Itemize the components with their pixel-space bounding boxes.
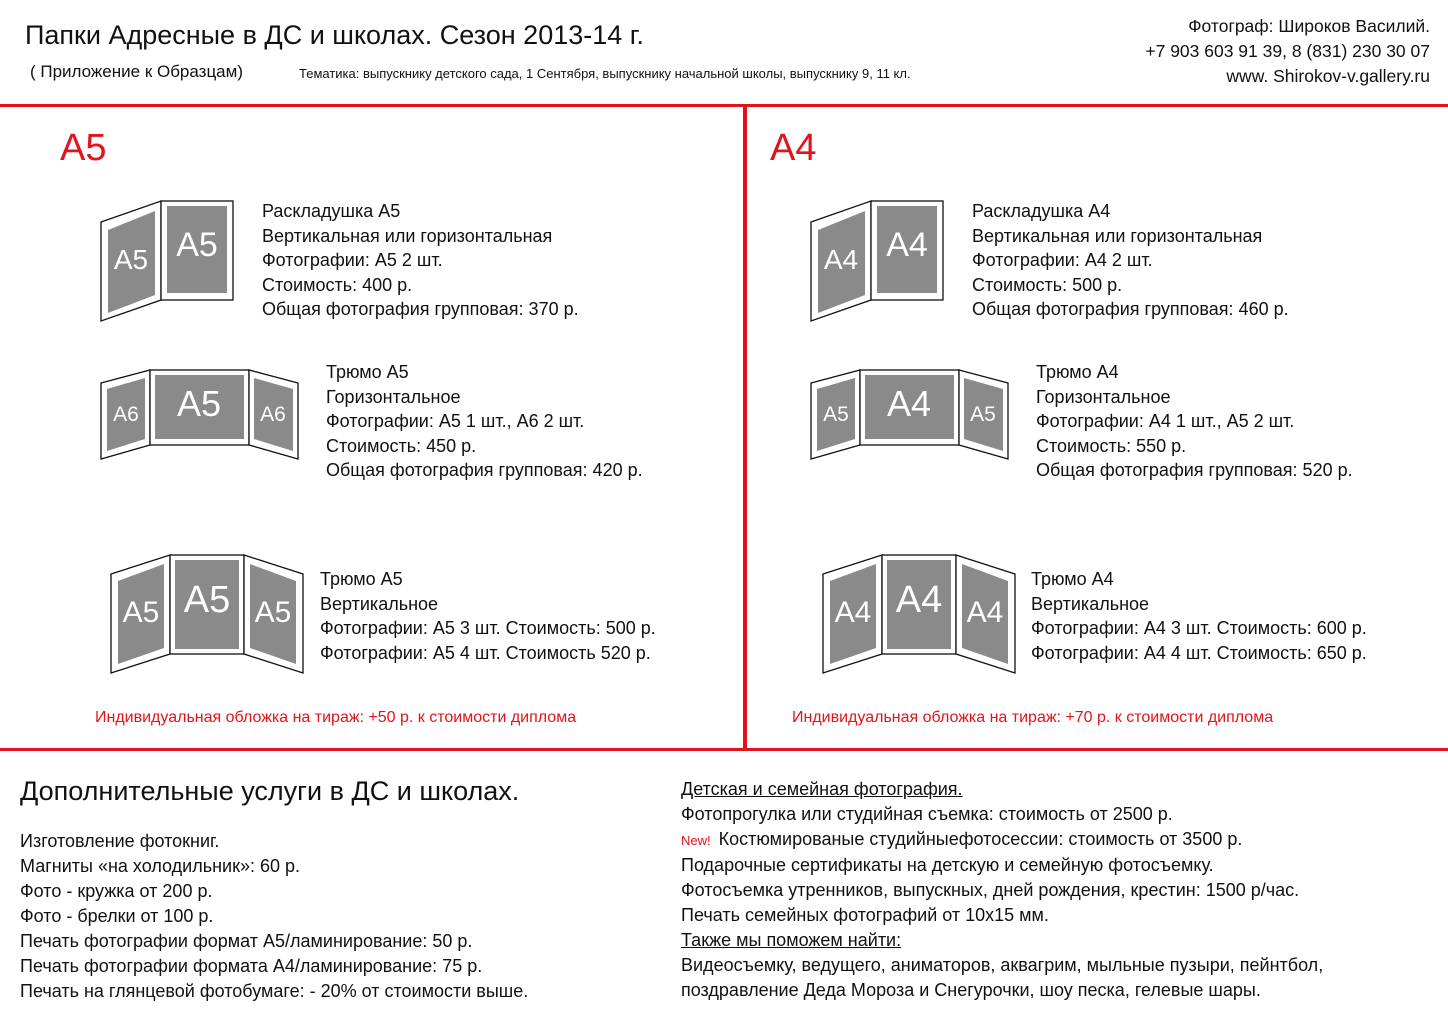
a4-trifold-horizontal-specs (1036, 360, 1353, 483)
column-divider-line (743, 104, 747, 751)
a4-bifold-specs (972, 199, 1289, 322)
product-price-3: Фотографии: А4 3 шт. Стоимость: 600 р. (1031, 618, 1367, 639)
a4-section-label: A4 (770, 127, 817, 169)
svg-text:A5: A5 (113, 244, 149, 275)
list-item: Печать фотографии формата А4/ламинирование: 75 р. (20, 956, 483, 976)
a5-trifold-vertical-specs (320, 567, 656, 665)
list-item: Печать фотографии формат А5/ламинирование: 50 р. (20, 931, 473, 951)
svg-text:A4: A4 (886, 383, 932, 424)
a4-custom-cover-note: Индивидуальная обложка на тираж: +70 р. к стоимости диплома (792, 709, 1274, 726)
product-name: Трюмо А5 (326, 362, 409, 382)
product-photos: Фотографии: А5 2 шт. (262, 250, 443, 271)
bifold-folder-icon (100, 200, 236, 322)
svg-text:A6: A6 (260, 403, 286, 426)
find-heading: Также мы поможем найти: (681, 930, 902, 950)
product-group-price: Общая фотография групповая: 420 р. (326, 460, 643, 481)
extra-services-list (20, 829, 528, 1004)
trifold-horizontal-icon (810, 369, 1010, 462)
svg-text:A5: A5 (254, 596, 292, 629)
product-price: Стоимость: 450 р. (326, 435, 477, 456)
bifold-folder-icon (810, 200, 946, 322)
trifold-horizontal-icon (100, 369, 300, 462)
list-item: Фото - брелки от 100 р. (20, 906, 214, 926)
a5-section-label: A5 (60, 127, 107, 169)
svg-text:A5: A5 (176, 226, 218, 264)
svg-text:A4: A4 (886, 226, 928, 264)
topics-line: Тематика: выпускнику детского сада, 1 Сентября, выпускнику начальной школы, выпускнику 9, 11 кл. (299, 66, 911, 81)
family-heading: Детская и семейная фотография. (681, 779, 963, 799)
family-photo-block (681, 777, 1323, 1003)
list-item: Подарочные сертификаты на детскую и семейную фотосъемку. (681, 855, 1214, 875)
product-price-3: Фотографии: А5 3 шт. Стоимость: 500 р. (320, 618, 656, 639)
svg-text:A4: A4 (823, 244, 859, 275)
header-divider-line (0, 104, 1448, 107)
extra-services-title: Дополнительные услуги в ДС и школах. (20, 776, 520, 806)
product-name: Трюмо А5 (320, 569, 403, 589)
a4-trifold-vertical-specs (1031, 567, 1367, 665)
product-photos: Фотографии: А5 1 шт., А6 2 шт. (326, 411, 585, 432)
svg-text:A4: A4 (834, 596, 872, 629)
a5-custom-cover-note: Индивидуальная обложка на тираж: +50 р. к стоимости диплома (95, 709, 577, 726)
product-name: Трюмо А4 (1036, 362, 1119, 382)
product-name: Раскладушка А5 (262, 201, 401, 221)
product-name: Трюмо А4 (1031, 569, 1114, 589)
photographer-name: Фотограф: Широков Василий. (1188, 16, 1430, 36)
list-item: Фотопрогулка или студийная съемка: стоимость от 2500 р. (681, 804, 1173, 824)
list-item: Магниты «на холодильник»: 60 р. (20, 856, 301, 876)
list-item: Фотосъемка утренников, выпускных, дней рождения, крестин: 1500 р/час. (681, 880, 1300, 900)
costume-session-text: Костюмированые студийныефотосессии: стоимость от 3500 р. (718, 829, 1243, 849)
product-orientation: Вертикальное (1031, 593, 1150, 614)
list-item: Видеосъемку, ведущего, аниматоров, аквагрим, мыльные пузыри, пейнтбол, (681, 955, 1324, 975)
product-photos: Фотографии: А4 2 шт. (972, 250, 1153, 271)
product-price-4: Фотографии: А4 4 шт. Стоимость: 650 р. (1031, 642, 1367, 663)
a5-bifold-specs (262, 199, 579, 322)
product-price-4: Фотографии: А5 4 шт. Стоимость 520 р. (320, 642, 651, 663)
svg-text:A5: A5 (970, 403, 996, 426)
product-photos: Фотографии: А4 1 шт., А5 2 шт. (1036, 411, 1295, 432)
page-title: Папки Адресные в ДС и школах. Сезон 2013-14 г. (25, 20, 644, 50)
list-item (681, 827, 1323, 853)
page-subtitle: ( Приложение к Образцам) (30, 62, 243, 81)
svg-text:A5: A5 (183, 579, 231, 621)
list-item: Печать на глянцевой фотобумаге: - 20% от стоимости выше. (20, 981, 529, 1001)
trifold-vertical-icon (110, 554, 306, 676)
svg-text:A5: A5 (176, 383, 222, 424)
product-price: Стоимость: 400 р. (262, 274, 413, 295)
product-orientation: Горизонтальное (1036, 386, 1171, 407)
contacts-block (1145, 14, 1430, 89)
svg-text:A6: A6 (113, 403, 139, 426)
trifold-vertical-icon (822, 554, 1018, 676)
svg-text:A5: A5 (823, 403, 849, 426)
list-item: Печать семейных фотографий от 10х15 мм. (681, 905, 1049, 925)
product-orientation: Вертикальное (320, 593, 439, 614)
list-item: Фото - кружка от 200 р. (20, 881, 213, 901)
list-item: поздравление Деда Мороза и Снегурочки, шоу песка, гелевые шары. (681, 980, 1261, 1000)
product-orientation: Горизонтальное (326, 386, 461, 407)
a5-trifold-horizontal-specs (326, 360, 643, 483)
website-link[interactable]: www. Shirokov-v.gallery.ru (1226, 66, 1430, 86)
phone-numbers: +7 903 603 91 39, 8 (831) 230 30 07 (1145, 41, 1430, 61)
new-badge: New! (681, 833, 711, 848)
product-group-price: Общая фотография групповая: 460 р. (972, 299, 1289, 320)
product-orientation: Вертикальная или горизонтальная (262, 225, 553, 246)
product-group-price: Общая фотография групповая: 370 р. (262, 299, 579, 320)
product-orientation: Вертикальная или горизонтальная (972, 225, 1263, 246)
product-price: Стоимость: 550 р. (1036, 435, 1187, 456)
svg-text:A5: A5 (122, 596, 160, 629)
product-name: Раскладушка А4 (972, 201, 1111, 221)
product-group-price: Общая фотография групповая: 520 р. (1036, 460, 1353, 481)
footer-divider-line (0, 748, 1448, 751)
product-price: Стоимость: 500 р. (972, 274, 1123, 295)
svg-text:A4: A4 (966, 596, 1004, 629)
svg-text:A4: A4 (895, 579, 943, 621)
list-item: Изготовление фотокниг. (20, 831, 220, 851)
